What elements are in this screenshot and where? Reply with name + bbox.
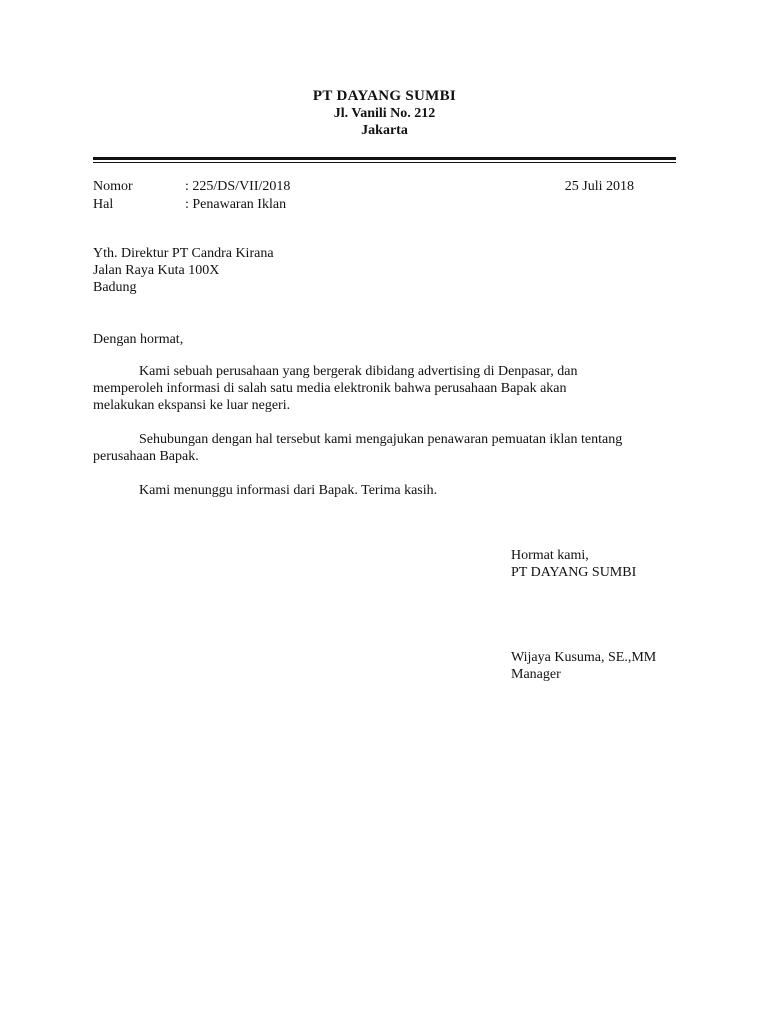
signer-title: Manager (511, 667, 561, 682)
closing-salutation: Hormat kami, (511, 548, 589, 563)
letter-date: 25 Juli 2018 (564, 179, 634, 194)
letterhead (93, 88, 676, 139)
recipient-line-2: Jalan Raya Kuta 100X (93, 263, 220, 278)
paragraph-1-line-2: memperoleh informasi di salah satu media elektronik bahwa perusahaan Bapak akan (93, 381, 567, 396)
paragraph-3 (93, 482, 679, 499)
recipient-block (93, 245, 274, 296)
paragraph-2-line-1-text: Sehubungan dengan hal tersebut kami mengajukan penawaran pemuatan iklan tentang (139, 432, 623, 447)
paragraph-2-line-1 (93, 431, 679, 448)
paragraph-2 (93, 431, 679, 465)
closing-company: PT DAYANG SUMBI (511, 565, 637, 580)
paragraph-1-line-3: melakukan ekspansi ke luar negeri. (93, 398, 291, 413)
paragraph-3-line-1-text: Kami menunggu informasi dari Bapak. Terima kasih. (139, 483, 438, 498)
closing-block (511, 547, 636, 581)
meta-row-hal (93, 196, 676, 214)
paragraph-1 (93, 363, 679, 414)
recipient-line-3: Badung (93, 280, 137, 295)
recipient-line-1: Yth. Direktur PT Candra Kirana (93, 246, 274, 261)
meta-row-nomor (93, 178, 676, 196)
hal-label: Hal (93, 197, 114, 212)
greeting: Dengan hormat, (93, 332, 184, 347)
paragraph-2-line-2: perusahaan Bapak. (93, 449, 199, 464)
signer-block (511, 649, 656, 683)
nomor-label: Nomor (93, 179, 133, 194)
letterhead-city: Jakarta (361, 123, 408, 138)
letterhead-company: PT DAYANG SUMBI (312, 88, 457, 104)
paragraph-1-line-1 (93, 363, 679, 380)
signer-name: Wijaya Kusuma, SE.,MM (511, 650, 657, 665)
letterhead-rule-thin (93, 162, 676, 163)
paragraph-3-line-1 (93, 482, 679, 499)
letterhead-address: Jl. Vanili No. 212 (333, 106, 436, 121)
letter-meta (93, 178, 676, 214)
paragraph-1-line-1-text: Kami sebuah perusahaan yang bergerak dibidang advertising di Denpasar, dan (139, 364, 578, 379)
hal-value: : Penawaran Iklan (185, 197, 287, 212)
nomor-value: : 225/DS/VII/2018 (185, 179, 291, 194)
letterhead-rule-thick (93, 157, 676, 160)
